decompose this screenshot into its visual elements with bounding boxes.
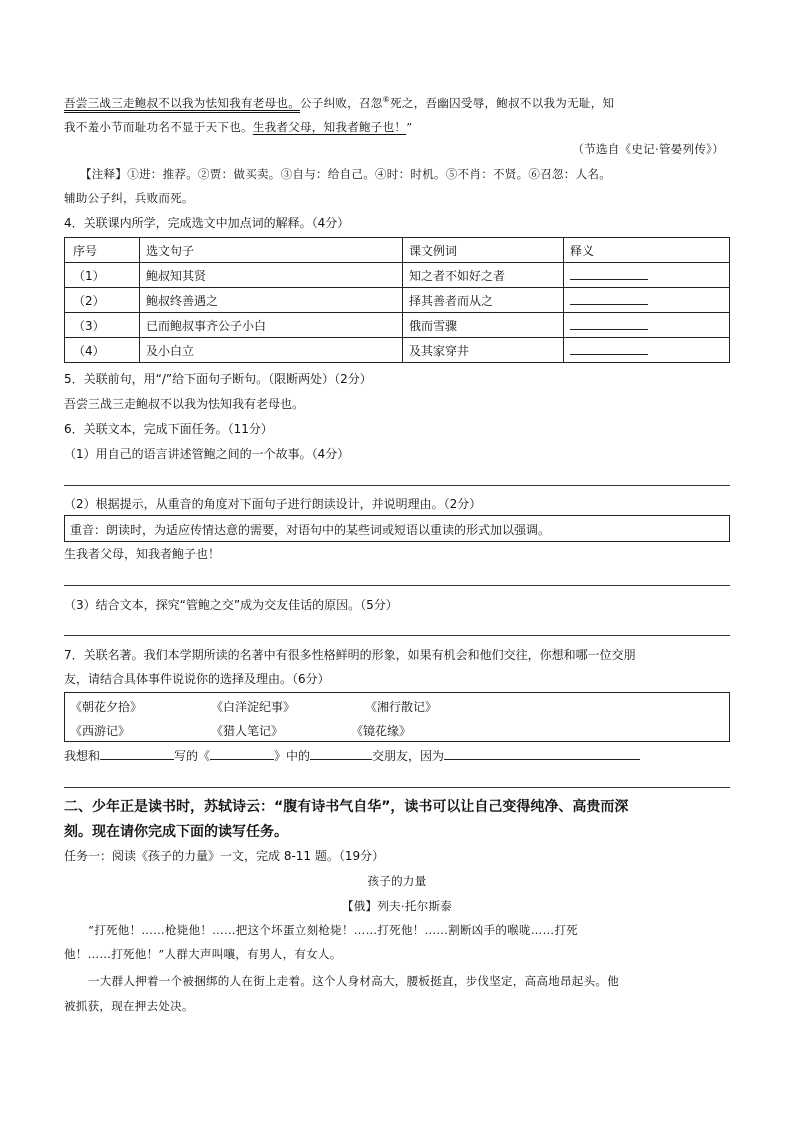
answer-cell[interactable]: [564, 338, 730, 363]
q6-sub3: （3）结合文本，探究“管鲍之交”成为交友佳话的原因。（5分）: [64, 598, 398, 612]
header-cell: 序号: [65, 238, 140, 263]
answer-line[interactable]: [64, 787, 730, 788]
notes-line-2: 辅助公子纠，兵败而死。: [64, 191, 194, 205]
answer-line[interactable]: [64, 485, 730, 486]
q4-table: [64, 237, 730, 363]
book-title: 《朝花夕拾》: [70, 700, 143, 714]
fill-blank-reason[interactable]: [444, 747, 640, 760]
book-title: 《西游记》: [70, 724, 131, 738]
fill-blank-book[interactable]: [210, 747, 274, 760]
q4-title: 4．关联课内所学，完成选文中加点词的解释。（4分）: [64, 216, 350, 230]
section2-heading-line-1: 二、少年正是读书时，苏轼诗云：“腹有诗书气自华”，读书可以让自己变得纯净、高贵而深: [64, 799, 629, 815]
underlined-sentence: 生我者父母，知我者鲍子也！: [252, 120, 407, 134]
answer-cell[interactable]: [564, 313, 730, 338]
passage-source: （节选自《史记·管晏列传》）: [572, 142, 724, 156]
q7-title-line-1: 7．关联名著。我们本学期所读的名著中有很多性格鲜明的形象，如果有机会和他们交往，你想和哪一位交朋: [64, 648, 636, 662]
table-header-row: [65, 238, 730, 263]
story-author: 【俄】列夫·托尔斯泰: [341, 899, 453, 913]
answer-blank[interactable]: [570, 318, 648, 330]
fill-blank-character[interactable]: [310, 747, 372, 760]
passage-line-2: 我不羞小节而耻功名不显于天下也。生我者父母，知我者鲍子也！”: [64, 120, 413, 134]
q7-title-line-2: 友，请结合具体事件说说你的选择及理由。（6分）: [64, 672, 330, 686]
table-row: （4） 及小白立 及其家穿井: [65, 338, 730, 363]
answer-cell[interactable]: [564, 288, 730, 313]
header-cell: 选文句子: [140, 238, 403, 263]
underlined-sentence: 吾尝三战三走鲍叔不以我为怯知我有老母也。: [64, 95, 300, 110]
table-row: （1） 鲍叔知其贤 知之者不如好之者: [65, 263, 730, 288]
story-paragraph-1-line-1: “打死他！……枪毙他！……把这个坏蛋立刻枪毙！……打死他！……割断凶手的喉咙……打死: [88, 923, 578, 937]
book-list-box: [64, 692, 730, 742]
section2-heading-line-2: 刻。现在请你完成下面的读写任务。: [64, 824, 288, 840]
notes-line-1: 【注释】①进：推荐。②贾：做买卖。③自与：给自己。④时：时机。⑤不肖：不贤。⑥召忽：人名。: [80, 167, 611, 181]
story-paragraph-1-line-2: 他！……打死他！”人群大声叫嚷，有男人，有女人。: [64, 947, 342, 961]
answer-cell[interactable]: [564, 263, 730, 288]
task1-title: 任务一：阅读《孩子的力量》一文，完成 8-11 题。（19分）: [64, 849, 385, 863]
answer-line[interactable]: [64, 635, 730, 636]
q6-sentence: 生我者父母，知我者鲍子也！: [64, 547, 221, 561]
answer-line[interactable]: [64, 585, 730, 586]
q6-sub2: （2）根据提示，从重音的角度对下面句子进行朗读设计，并说明理由。（2分）: [64, 497, 482, 511]
q6-sub1: （1）用自己的语言讲述管鲍之间的一个故事。（4分）: [64, 447, 350, 461]
answer-blank[interactable]: [570, 343, 648, 355]
hint-box: [64, 515, 730, 542]
q6-title: 6．关联文本，完成下面任务。（11分）: [64, 422, 273, 436]
table-row: （2） 鲍叔终善遇之 择其善者而从之: [65, 288, 730, 313]
header-cell: 课文例词: [403, 238, 564, 263]
hint-text: 重音：朗读时，为适应传情达意的需要，对语句中的某些词或短语以重读的形式加以强调。: [70, 523, 551, 537]
note-marker: ⑥: [382, 95, 391, 104]
story-paragraph-2-line-1: 一大群人押着一个被捆绑的人在街上走着。这个人身材高大，腰板挺直，步伐坚定，高高地昂起头。他: [88, 974, 619, 988]
book-title: 《湘行散记》: [365, 700, 438, 714]
story-title: 孩子的力量: [367, 874, 427, 888]
story-paragraph-2-line-2: 被抓获，现在押去处决。: [64, 999, 194, 1013]
q7-fill-sentence: 我想和 写的《 》中的 交朋友，因为: [64, 747, 640, 764]
answer-blank[interactable]: [570, 293, 648, 305]
fill-blank-person[interactable]: [100, 747, 174, 760]
book-title: 《镜花缘》: [351, 724, 412, 738]
header-cell: 释义: [564, 238, 730, 263]
table-row: （3） 已而鲍叔事齐公子小白 俄而雪骤: [65, 313, 730, 338]
q5-title: 5．关联前句，用“/”给下面句子断句。（限断两处）（2分）: [64, 372, 372, 386]
q5-sentence: 吾尝三战三走鲍叔不以我为怯知我有老母也。: [64, 397, 305, 411]
book-title: 《猎人笔记》: [211, 724, 284, 738]
answer-blank[interactable]: [570, 268, 648, 280]
book-title: 《白洋淀纪事》: [211, 700, 296, 714]
passage-line-1: 吾尝三战三走鲍叔不以我为怯知我有老母也。公子纠败，召忽⑥死之，吾幽囚受辱，鲍叔不以我为无耻，知: [64, 95, 615, 110]
